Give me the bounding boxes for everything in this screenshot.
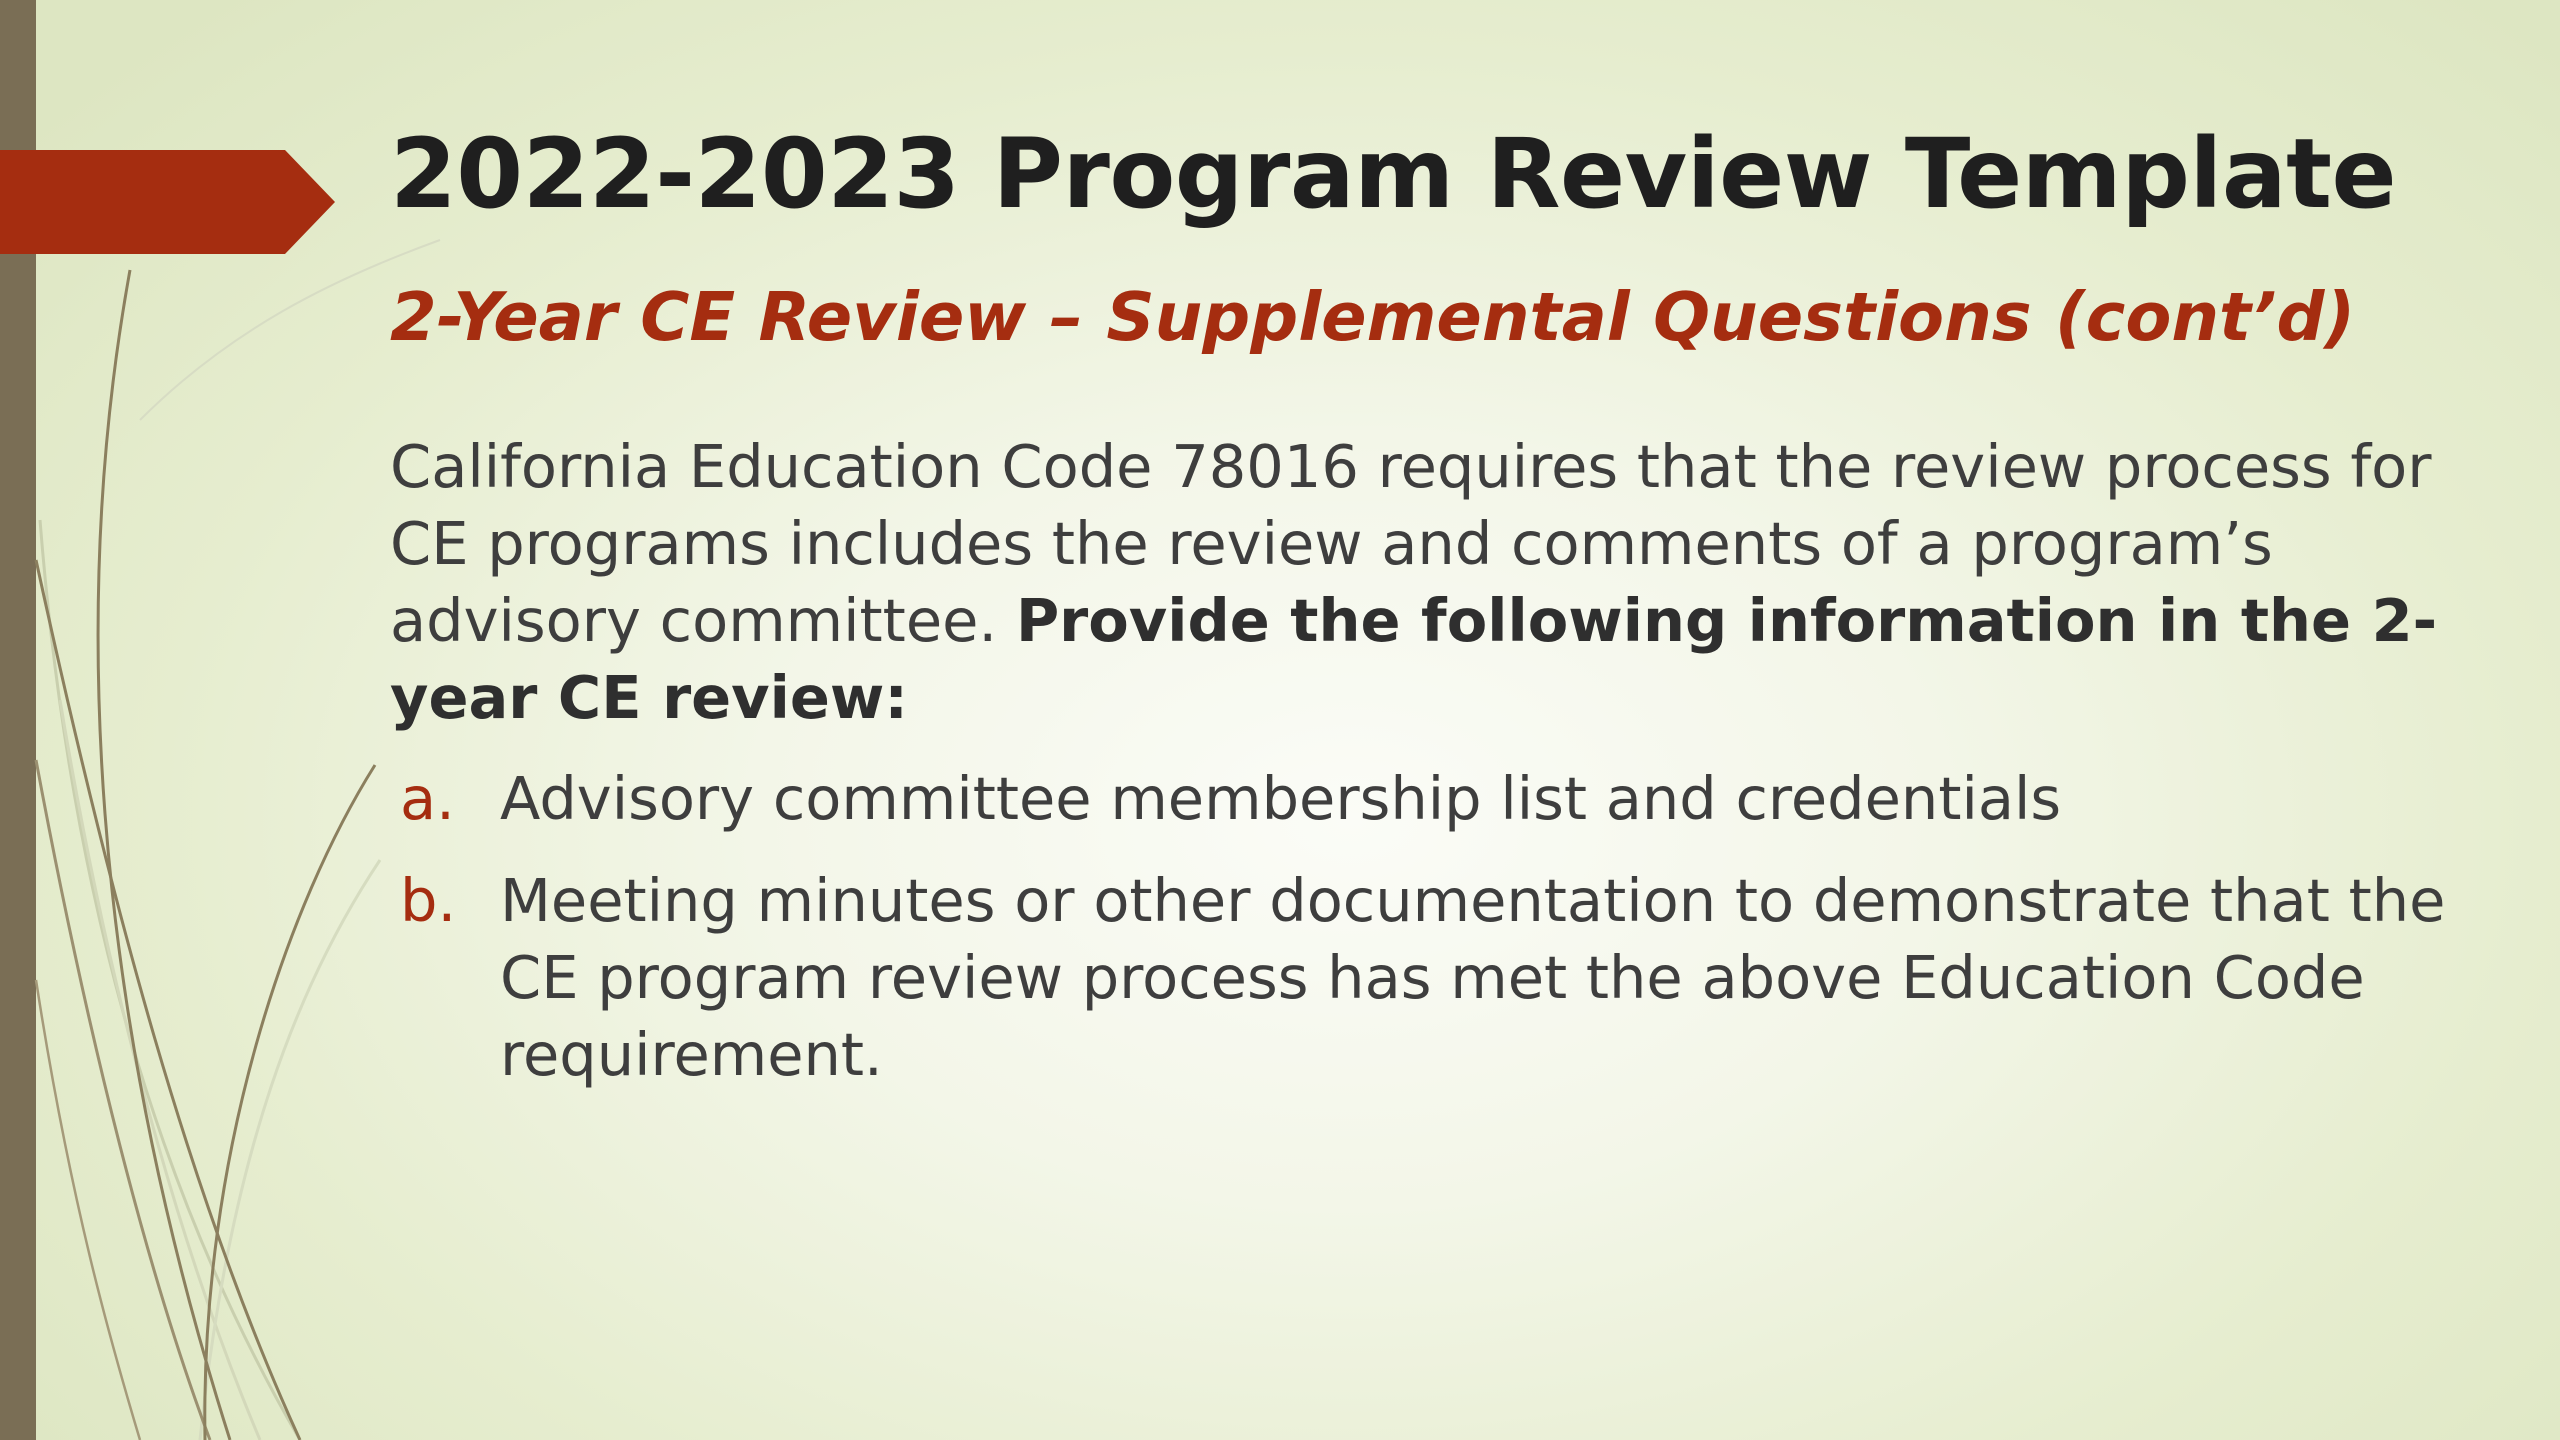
list-marker: a.: [400, 764, 455, 833]
list-item-text: Advisory committee membership list and credentials: [500, 764, 2062, 833]
list-marker: b.: [400, 866, 457, 935]
body-emphasis-text: Provide the following information in the 2-year CE review:: [390, 586, 2438, 732]
list-item: [400, 862, 2500, 1093]
slide-title: 2022-2023 Program Review Template: [390, 118, 2397, 230]
title-chevron-banner: [0, 150, 335, 254]
slide-subtitle: 2-Year CE Review – Supplemental Questions (cont’d): [390, 278, 2356, 356]
body-intro-text: California Education Code 78016 requires that the review process for CE programs includes the review and comments of a program’s advisory committee.: [390, 432, 2432, 655]
requirements-list: [400, 760, 2500, 1118]
list-item: [400, 760, 2500, 837]
body-paragraph: [390, 428, 2470, 736]
list-item-text: Meeting minutes or other documentation to demonstrate that the CE program review process has met the above Education Code requirement.: [500, 866, 2446, 1089]
